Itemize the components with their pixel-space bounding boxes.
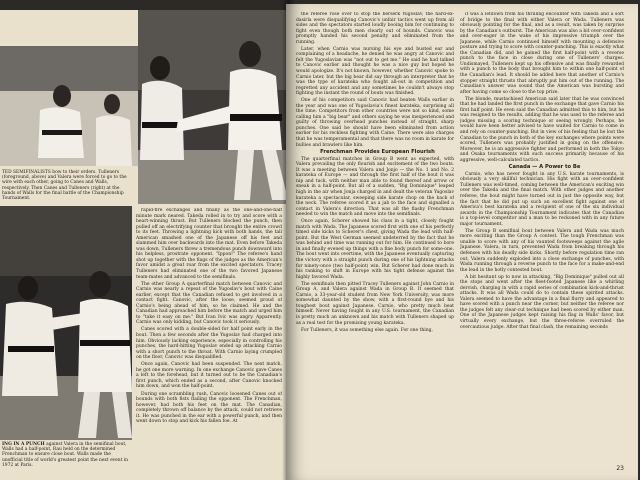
paragraph: The blonde, mustachioed American said later that he was convinced that he had landed the first punch in the exchange that gave Carnio his first half point. He even said the Canadian admitted this to him, but he was resigned to the results, adding that he was used to the referee and judges missing a scoring technique or seeing wrongly. Perhaps, he would have been better advised to have waited for Carnio to come in and rely on counter-punching. But in view of his feeling that he lost the Canadian to the punch in both of the key exchanges where points were scored, Tulleners was probably justified in going on the offensive. Moreover, he is an aggressive fighter and performed in both the Tokyo and Osaka tournaments with such success primarily because of his aggressive, well-calculated tactics. bbox=[460, 96, 624, 163]
paragraph: Canes scored with a double-sided for half point early in the bout. Then a few seconds after the Yugoslav had charged into him. Obviously lacking experience, especially in controlling his punches, the hard-hitting Yugoslav ended up attacking Carnio with a short punch to the throat. With Carnio laying crumpled on the floor, Canovic was disqualified. bbox=[136, 327, 282, 361]
paragraph: Once again, Scherer showed his class in a tight, closely fought match with Wada. The Japanese scored first with one of his perfectly timed side kicks to Scherer's chest, giving Wada the lead with half-point. But the West German seemed undeterred by the fact that he was behind and time was running out for him. He continued to bore in and finally evened up things with a fine body punch for some-one. The bout went into overtime, with the Japanese eventually capturing the victory with a straight punch during one of his lightning attacks for ninety-once (two half-point) win. But Scherer had done much in his ranking to shift in Europe with his tight defense against the highly favored Wada. bbox=[296, 219, 454, 280]
paragraph: The semifinals then pitted Tracey Tulleners against John Carnio in Group A, and Valera against Wada in Group B. It seemed that Carnio, a 33-year-old student from New York University, was more somewhat daunted by the show, with a first-round bye and his toughest bout against Japanese. Carnio, who pretty much beat himself. Never having fought in any U.S. tournament, the Canadian is pretty much an unknown and his match with Tulleners shaped up as a real test for the promising young karateka. bbox=[296, 281, 454, 326]
paragraph: Carnio, who has never fought in any U.S. karate tournaments, is obviously a very skillful technician. His fight with an over-confident Tulleners was well-timed, coming between the American's exciting win over the Takeda and the final match. With other judges and another referee, the bout might have turned out in just the opposite way, but the fact that he did put up such an excellent fight against one of America's best karateka and a recipient of one of the six individual awards in the Championship Tournament indicates that the Canadian is a top-level competitor and a man to be reckoned with in any future major tournament. bbox=[460, 171, 624, 227]
caption-top: TED SEMIFINALISTS bow to their orders. Tulleners (foreground, above) and Valera were forced to go to the wire with each other, going to Canes and Walls, respectively. Then Canes and Tulleners (right) at the hands of Walls for the final battle of the Championship Tournament. bbox=[2, 170, 127, 202]
page-number: 23 bbox=[616, 465, 624, 472]
paragraph: During one scrambling rush, Canovic loosened Canes out of bounds with both fists flailing the opponent. The Frenchman, however, had both his feet on the mat. The Canadian, completely thrown off balance by the attack, could not retrieve it. He was punched in the ear with a powerful punch, and then went down to stop and kick his fallen foe. At bbox=[136, 391, 282, 425]
paragraph: rapid-fire exchanges and finally as the one-and-one-half minute mark neared. Takeda rolled in to try and score with a heart-winning thrust. But Tulleners blocked the punch, then pulled off an electrifying counter that brought the entire crowd to its feet. Throwing a lightning kick with both hands, the tall American smashed one of the Japanese off his feet and slammed him over backwards into the mat. Even before Takeda was down, Tulleners threw a tremendous punch downward into his helpless, prostrate opponent. "Ippon!" The referee's hand shot up together with the flags of the judges as the American's favor amidst a great roar from the excited spectators. Tracey Tulleners had eliminated one of the two favored Japanese team-mates and advanced to the semifinals. bbox=[136, 208, 282, 280]
paragraph: The quarterfinal matches in Group B went as expected, with Valera prevailing the only flourish and excitement of the two bouts. It was a meeting between Valera and Jonjo — the No. 1 and No. 2 karateka of Europe — and through the first half of the bout it was nip and tuck, with neither man able to found thereof and arrow or sneak in a half-point. But all of a sudden, "Big Dominique" leaped high in the air when Jonja charged in and dealt the veteran Yugoslav karateka a spectacular, sweeping side karate chop on the back of the neck. The referee scored it as a jab to the face and signalled a contact in Valera's direction. That was all the flashy Frenchman needed to win the match and move into the semifinals. bbox=[296, 156, 454, 218]
caption-bottom: ING IN A PUNCH against Valera in the semifinal bout, Walls had a half-point, Rau held on the determined Frenchman to ensure close bout. Walls made the unofficial title of world's greatest point the next event in 1972 at Paris. bbox=[2, 442, 128, 468]
text-column-right bbox=[460, 12, 624, 460]
right-page bbox=[286, 4, 638, 480]
subhead-canada: Canada — A Power to Be bbox=[508, 163, 581, 170]
left-page bbox=[0, 10, 294, 480]
subhead-european-flourish: Frenchman Provides European Flourish bbox=[320, 148, 435, 155]
paragraph: A bit hesitant up to now in attacking, "Big Dominique" pulled out all the stops and went after the fleet-footed Japanese like a whirling dervish, charging in with a rapid series of combination kick-and-thrust attacks. It was all Wada could do to contain these spirited attacks. Valera seemed to have the advantage in a final flurry and appeared to have scored with a punch near the corner, but neither the referee nor the judges felt any clear-cut technique had been scored by either man. One of the Japanese judges kept raising his flag in Walls' favor, but virtually every exchange, but the three-referee overruled the overcautious judge. After that final clash, the remaining seconds bbox=[460, 274, 624, 330]
text-column-middle bbox=[296, 12, 454, 474]
paragraph: the referee rose over to stop the berserk Yugoslav, the hard-ex-dasirla were disqualifying Canovic's unfair tactics went up from all sides and the spectators started loudly booing him for continuing to fight even though both men clearly out of bounds. Canovic was promptly handed his second penalty and eliminated from the running. bbox=[296, 12, 454, 45]
paragraph: The Group B semifinal bout between Valera and Wada was much more exciting than the Group A contest. The tough Frenchman was unable to score with any of his vaunted footsweeps against the agile Japanese. Valera, in turn, prevented Wada from breaking through his defenses with his deadly side kicks. Shortly before regulation time ran out, Valera suddenly exploded into a close exchange of punches, with Wada running through a reverse punch to the face for a make-and-end the lead in the hotly contested bout. bbox=[460, 228, 624, 273]
caption-bottom-lead: ING IN A PUNCH bbox=[2, 442, 45, 447]
text-column-left bbox=[136, 208, 282, 478]
paragraph: For Tulleners, it was something else again. For one thing, bbox=[301, 327, 433, 333]
paragraph: The other Group A quarterfinal match between Canovic and Carnio was nearly a repeat of the Yugoslav's bout with Caine earlier, except that the Canadian refused to get involved in a contact fight. Canovic, after the loose, seemed proud of Carnio's being ahead of him, so he claimed. He and the Canadian had approached him before the match and urged him to "take it easy on me." But Ivan Ivic was angry. Apparently, Carnio was only kidding, but Canovic took it seriously. bbox=[136, 281, 282, 326]
paragraph: Once again, Canovic had been suspended. The next match, he got one more warning. In one exchange Canovic gave Canes a left to the forehead, but it turned out to be the Canadian's first punch, which ended as a second, after Canovic knocked him down, and won the half-point. bbox=[136, 362, 282, 390]
paragraph: One of his competitors said Canovic had beaten Walls earlier in the year and was one of Yugoslavia's finest karateka, surprising all the time. Competitors from other countries were not so kind, some calling him a "big bear" and others saying he was inexperienced and guilty of throwing overhead punches instead of straight, sharp punches. One said he should have been eliminated from action earlier for his reckless fighting with Caine. There were also charges that he was temperamental and that there was no room in karate for bullies and brawlers like him. bbox=[296, 98, 454, 148]
paragraph: Later, when Carnio was nursing his eye and busted ear and complaining of a headache, he denied he was angry at Canovic and felt the Yugoslavian was "not out to get me." He said he had talked to Canovic earlier and thought he was a nice guy but hoped he would apologize. It's not known, however, whether Canovic spoke to Carnio later, but the big bear did say through an interpreter that he was the type of karateka who fought all-out in competition and regretted any accident and any sometimes he couldn't always stop fighting the instant the round of bouts was finished. bbox=[296, 46, 454, 97]
photo-kick bbox=[138, 10, 294, 204]
photo-bow-left bbox=[0, 46, 138, 166]
photo-punch bbox=[0, 206, 132, 440]
paragraph: it was a letdown from his thrilling encounter with Takeda and a sort of bridge to the final with either Valera or Wada. Tulleners was obviously pointing for the final, and as a result, was taken by surprise by the Canadian's outburst. The American was also a bit over-confident and over-eager in the wake of his impressive triumph over the Japanese, while Carnio continued himself with mounting a defensive posture and trying to score with counter-punching. This is exactly what the Canadian did, and he gained the first half-point with a reverse punch to the face in close during one of Tulleners' charges. Undismayed, Tulleners kept up his offensive and was finally rewarded with a punch to the body that brought him to within one half-point of the Canadian's lead. It should be added here that another of Carnio's stopper straight thrusts that abruptly put him out of the running. The Canadian's answer was sound that the American was bursting and after having come so close to the top prize. bbox=[460, 12, 624, 95]
